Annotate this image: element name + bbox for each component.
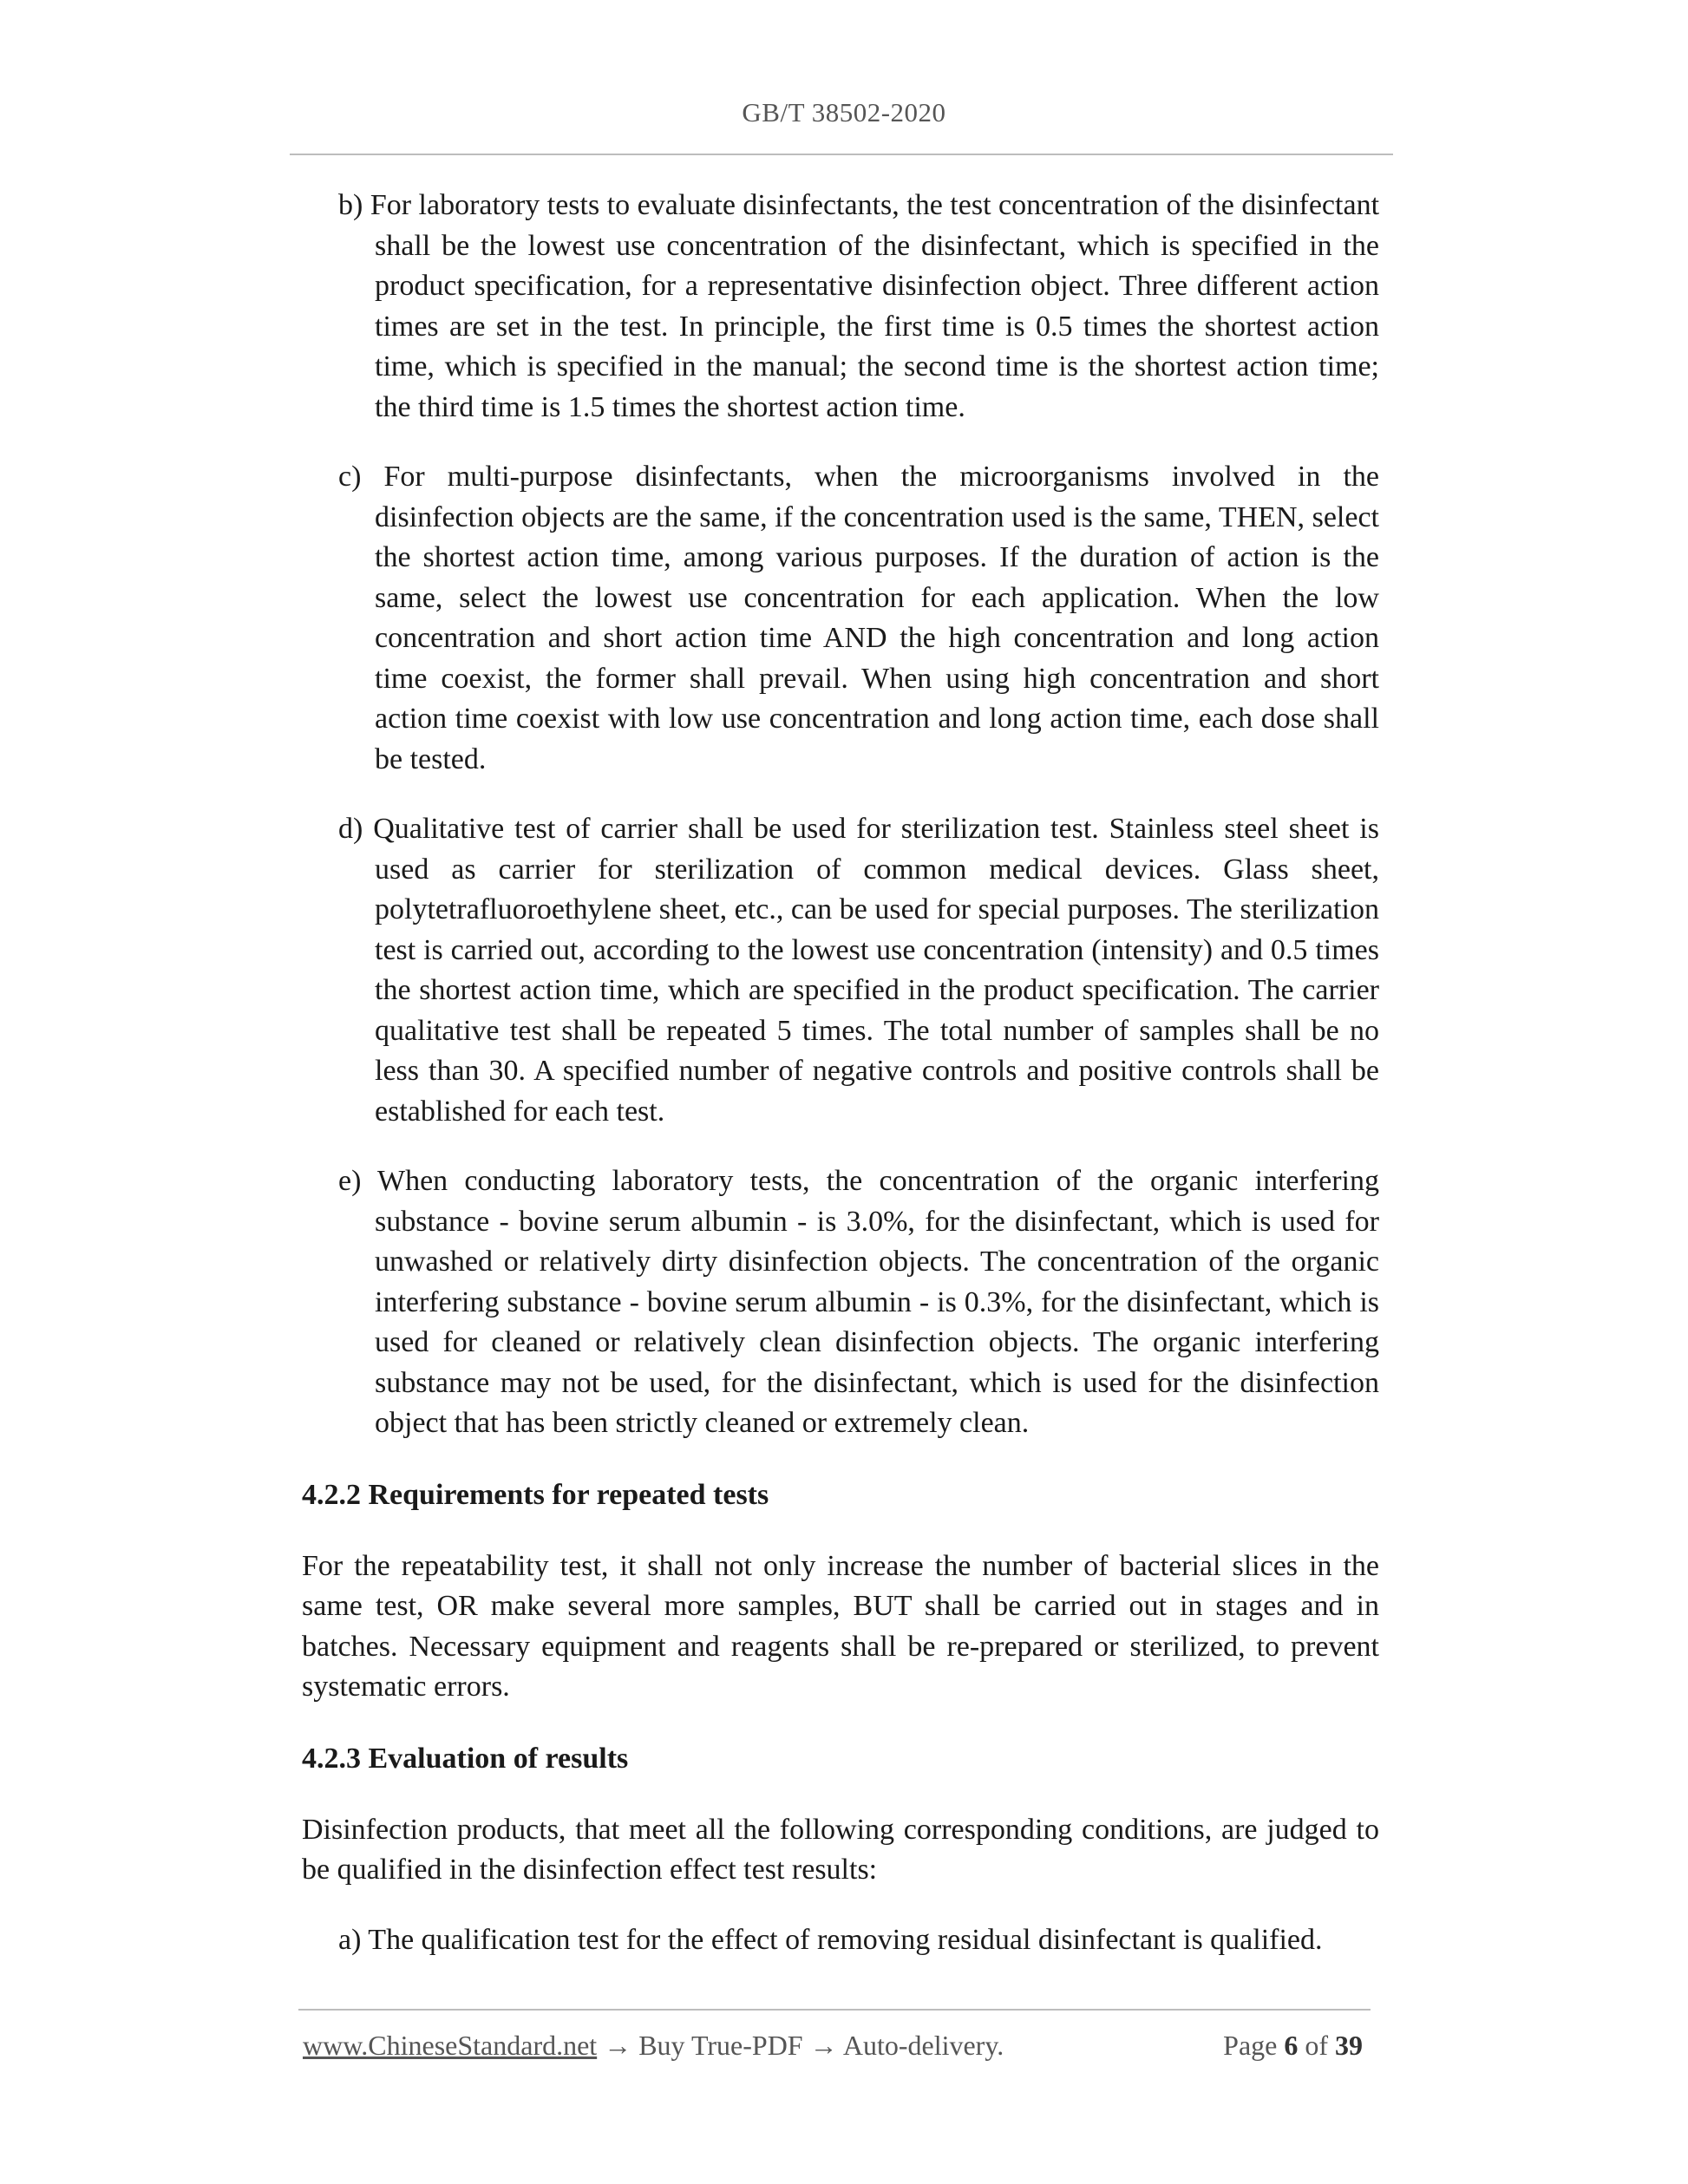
list-item-a: a) The qualification test for the effect of removing residual disinfectant is qualified. [338, 1923, 1323, 1956]
footer-divider [298, 2009, 1371, 2011]
page-indicator [1223, 2030, 1363, 2062]
page-body [302, 186, 1379, 1990]
page-number: 6 [1284, 2030, 1299, 2061]
list-item-b: b) For laboratory tests to evaluate disinfectants, the test concentration of the disinfectant shall be the lowest use concentration of the disinfectant, which is specified in the product specification, for a representative disinfection object. Three different action times are set in the test. In principle, the first time is 0.5 times the shortest action time, which is specified in the manual; the second time is the shortest action time; the third time is 1.5 times the shortest action time. [338, 189, 1380, 423]
list-item-e: e) When conducting laboratory tests, the concentration of the organic interfering substance - bovine serum albumin - is 3.0%, for the disinfectant, which is used for unwashed or relatively dirty disinfection objects. The concentration of the organic interfering substance - bovine serum albumin - is 0.3%, for the disinfectant, which is used for cleaned or relatively clean disinfection objects. The organic interfering substance may not be used, for the disinfectant, which is used for the disinfection object that has been strictly cleaned or extremely clean. [338, 1165, 1379, 1439]
page-total: 39 [1335, 2030, 1363, 2061]
document-code-header: GB/T 38502-2020 [742, 97, 946, 128]
website-link[interactable]: www.ChineseStandard.net [303, 2030, 598, 2061]
section-heading-4-2-2: 4.2.2 Requirements for repeated tests [302, 1478, 769, 1511]
page-label: Page [1223, 2030, 1278, 2061]
footer-purchase-note [303, 2030, 1004, 2062]
list-item-c: c) For multi-purpose disinfectants, when the microorganisms involved in the disinfection objects are the same, if the concentration used is the same, THEN, select the shortest action time, among various purposes. If the duration of action is the same, select the lowest use concentration for each application. When the low concentration and short action time AND the high concentration and long action time coexist, the former shall prevail. When using high concentration and short action time coexist with low use concentration and long action time, each dose shall be tested. [338, 461, 1379, 775]
paragraph-repeated-tests: For the repeatability test, it shall not only increase the number of bacterial slices in the same test, OR make several more samples, BUT shall be carried out in stages and in batches. Necessary equipment and reagents shall be re-prepared or sterilized, to prevent systematic errors. [302, 1549, 1379, 1703]
footer-tail-text: → Buy True-PDF → Auto-delivery. [597, 2030, 1004, 2061]
header-divider [290, 154, 1393, 155]
paragraph-evaluation: Disinfection products, that meet all the following corresponding conditions, are judged to be qualified in the disinfection effect test results: [302, 1813, 1379, 1886]
of-label: of [1305, 2030, 1328, 2061]
list-item-d: d) Qualitative test of carrier shall be used for sterilization test. Stainless steel sheet is used as carrier for sterilization of common medical devices. Glass sheet, polytetrafluoroethylene sheet, etc., can be used for special purposes. The sterilization test is carried out, according to the lowest use concentration (intensity) and 0.5 times the shortest action time, which are specified in the product specification. The carrier qualitative test shall be repeated 5 times. The total number of samples shall be no less than 30. A specified number of negative controls and positive controls shall be established for each test. [338, 813, 1379, 1128]
section-heading-4-2-3: 4.2.3 Evaluation of results [302, 1742, 629, 1775]
